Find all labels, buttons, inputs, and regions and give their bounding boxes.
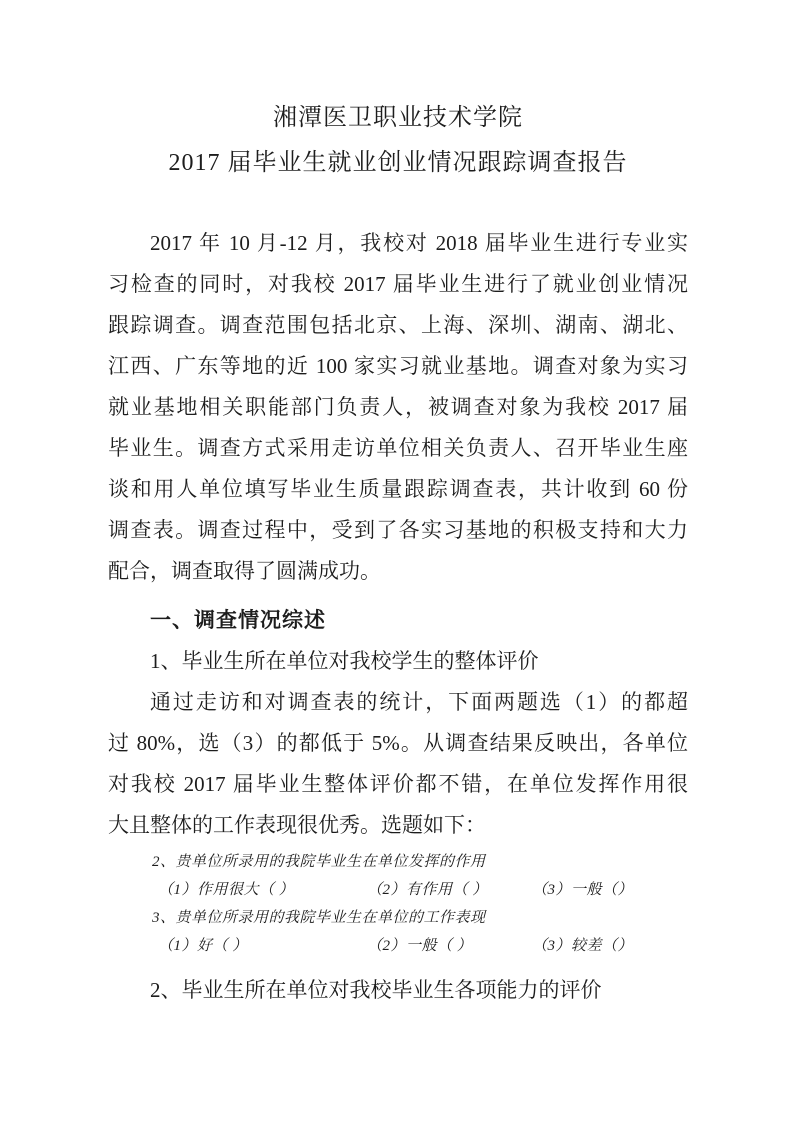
paragraph-line: 跟踪调查。调查范围包括北京、上海、深圳、湖南、湖北、: [108, 313, 688, 337]
question3-options: [108, 932, 688, 960]
paragraph-line: 毕业生。调查方式采用走访单位相关负责人、召开毕业生座: [108, 436, 688, 460]
question-option: （2）有作用（ ）: [367, 882, 488, 898]
paragraph-line: 2017 年 10 月-12 月，我校对 2018 届毕业生进行专业实: [150, 231, 688, 255]
document-title-line: 湘潭医卫职业技术学院: [273, 105, 523, 131]
paragraph-line: 谈和用人单位填写毕业生质量跟踪调查表，共计收到 60 份: [108, 477, 688, 501]
paragraph-line: 调查表。调查过程中，受到了各实习基地的积极支持和大力: [108, 518, 688, 542]
paragraph-line: 习检查的同时，对我校 2017 届毕业生进行了就业创业情况: [108, 272, 688, 296]
item2-heading: 2、毕业生所在单位对我校毕业生各项能力的评价: [150, 978, 602, 1002]
item1-heading: 1、毕业生所在单位对我校学生的整体评价: [150, 649, 539, 673]
paragraph-line: 江西、广东等地的近 100 家实习就业基地。调查对象为实习: [108, 354, 688, 378]
title-block: [108, 0, 688, 186]
document-title-line: 2017 届毕业生就业创业情况跟踪调查报告: [168, 150, 628, 176]
question-option: （1）好（ ）: [158, 938, 248, 954]
paragraph-line: 过 80%，选（3）的都低于 5%。从调查结果反映出，各单位: [108, 731, 688, 755]
paragraph-line: 配合，调查取得了圆满成功。: [108, 559, 381, 583]
paragraph-line: 就业基地相关职能部门负责人，被调查对象为我校 2017 届: [108, 395, 688, 419]
section-heading: 一、调查情况综述: [150, 608, 326, 632]
question-option: （3）较差（）: [532, 938, 634, 954]
questionnaire-block: [108, 848, 688, 960]
intro-paragraph: [108, 223, 688, 592]
question2-options: [108, 876, 688, 904]
paragraph-line: 大且整体的工作表现很优秀。选题如下：: [108, 813, 486, 837]
document-title: [108, 96, 688, 186]
question2-title: 2、贵单位所录用的我院毕业生在单位发挥的作用: [152, 854, 486, 870]
paragraph-line: 通过走访和对调查表的统计，下面两题选（1）的都超: [150, 690, 688, 714]
question3-title: 3、贵单位所录用的我院毕业生在单位的工作表现: [152, 910, 486, 926]
question-option: （3）一般（）: [532, 882, 634, 898]
question-option: （2）一般（ ）: [367, 938, 473, 954]
evaluation-paragraph: [108, 682, 688, 846]
question-option: （1）作用很大（ ）: [158, 882, 295, 898]
paragraph-line: 对我校 2017 届毕业生整体评价都不错，在单位发挥作用很: [108, 772, 688, 796]
